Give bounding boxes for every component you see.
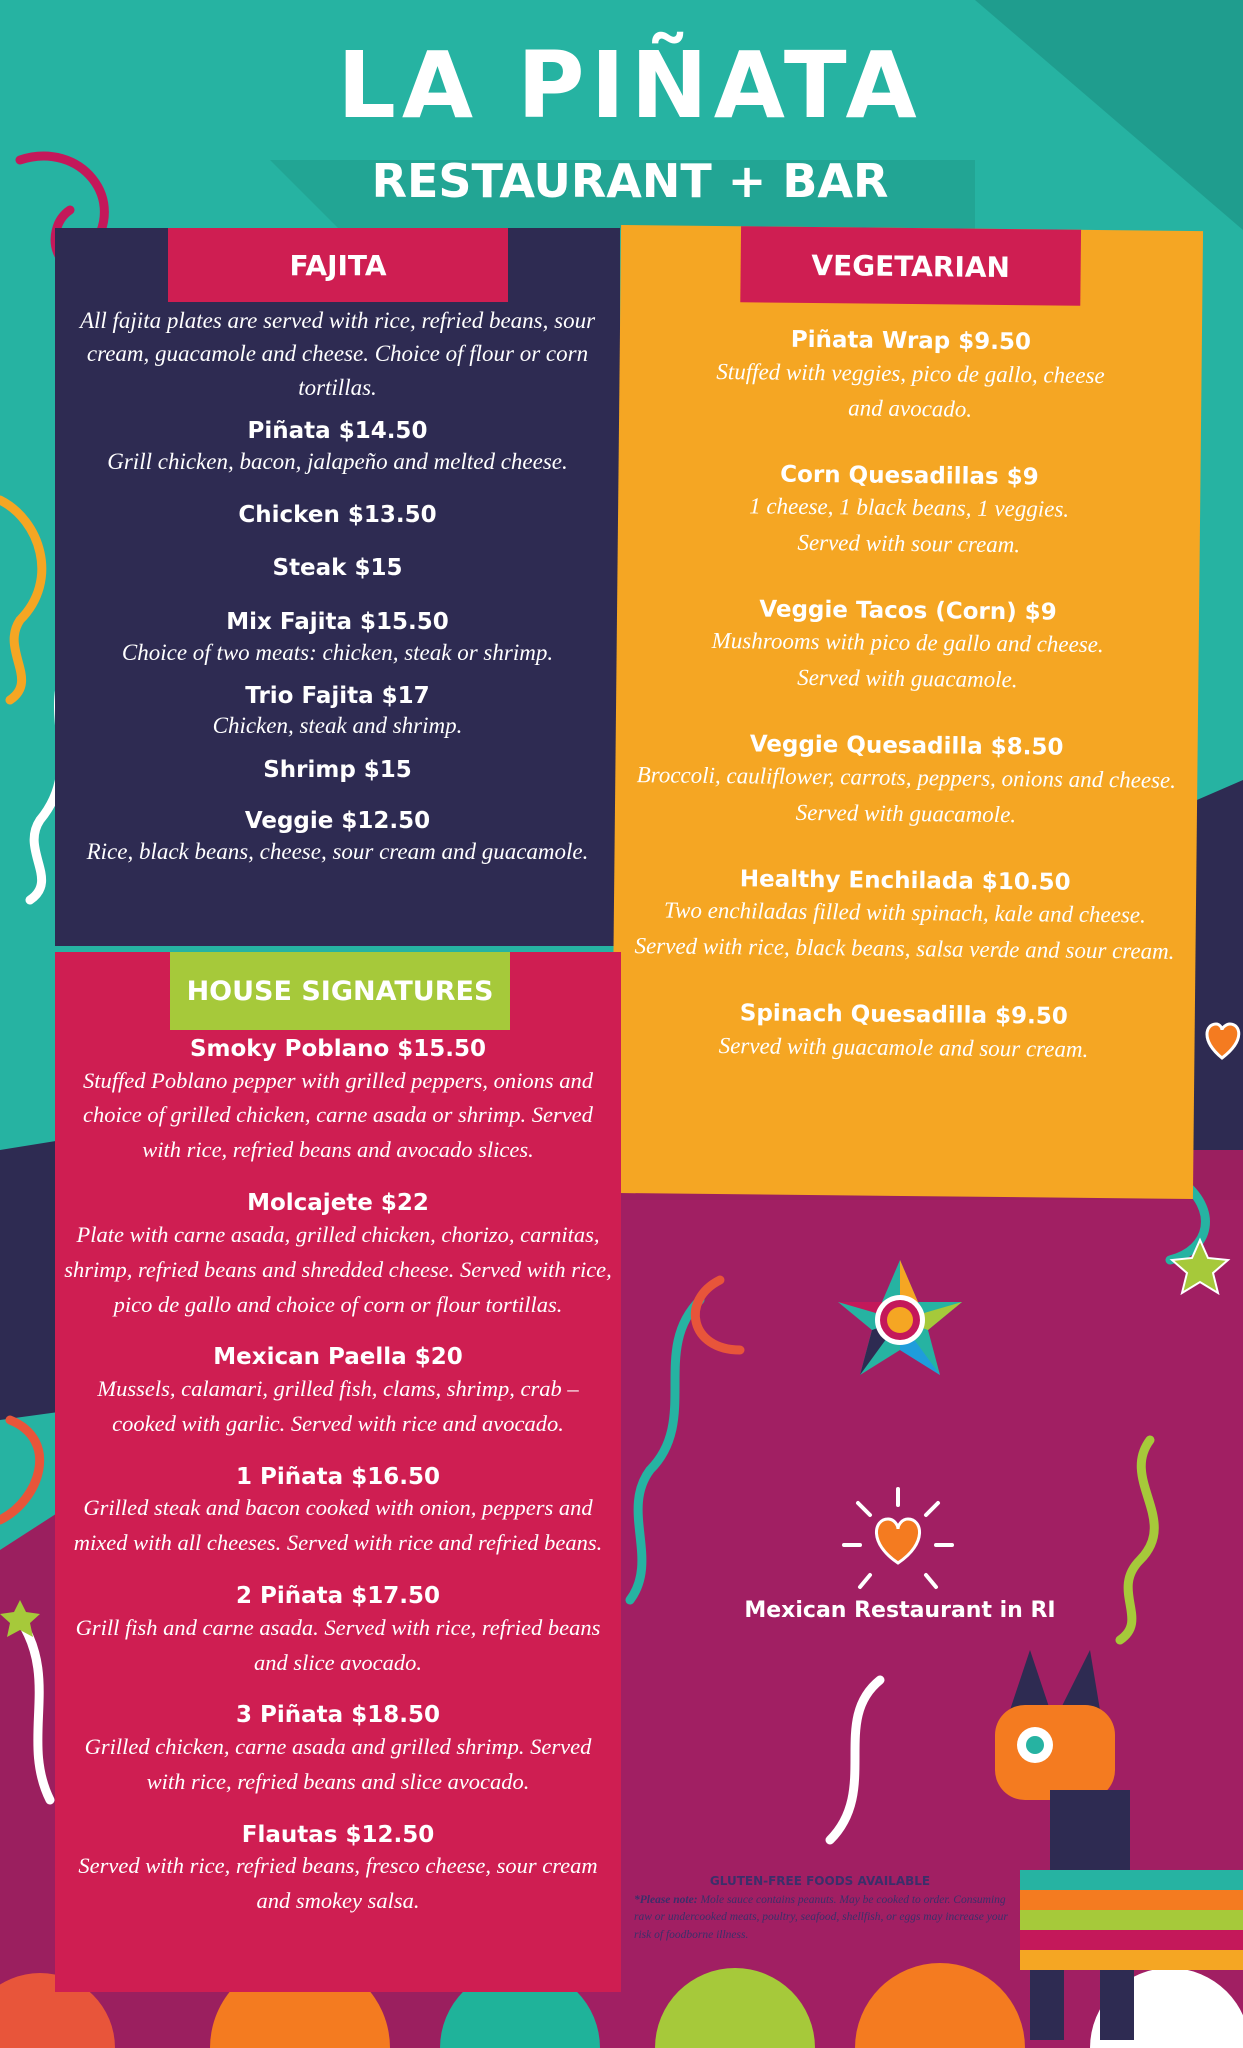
item-desc: Mushrooms with pico de gallo and cheese. Served with guacamole. (711, 628, 1104, 693)
item-desc: Mussels, calamari, grilled fish, clams, shrimp, crab – cooked with garlic. Served with rice and avocado. (97, 1376, 579, 1436)
item-name: Chicken $13.50 (238, 501, 437, 528)
item-name: Mix Fajita $15.50 (226, 609, 449, 635)
item-name: Piñata $14.50 (247, 418, 428, 445)
menu-item (63, 1464, 613, 1561)
house-signatures-heading: HOUSE SIGNATURES (170, 952, 510, 1030)
item-desc: Grill chicken, bacon, jalapeño and melted cheese. (107, 448, 568, 474)
item-name: Veggie Quesadilla $8.50 (749, 730, 1064, 761)
item-name: Healthy Enchilada $10.50 (739, 865, 1071, 896)
item-desc: Choice of two meats: chicken, steak or shrimp. (121, 639, 554, 665)
menu-item (63, 1344, 613, 1441)
item-name: 3 Piñata $18.50 (236, 1702, 440, 1729)
item-name: Veggie Tacos (Corn) $9 (759, 596, 1057, 626)
menu-item (638, 460, 1181, 565)
house-signatures-items (63, 1036, 613, 1941)
menu-item (63, 1583, 613, 1680)
menu-item (65, 555, 610, 583)
item-name: Veggie $12.50 (244, 808, 431, 835)
item-name: Spinach Quesadilla $9.50 (739, 1000, 1068, 1031)
vegetarian-heading: VEGETARIAN (740, 226, 1081, 306)
restaurant-subtitle: RESTAURANT + BAR (371, 154, 889, 208)
item-desc: Two enchiladas filled with spinach, kale and cheese. Served with rice, black beans, salsa verde and sour cream. (634, 897, 1175, 964)
restaurant-title: LA PIÑATA (337, 32, 923, 139)
item-name: Smoky Poblano $15.50 (189, 1036, 487, 1062)
fajita-section (55, 228, 620, 946)
menu-item (65, 808, 610, 868)
vegetarian-items (632, 325, 1182, 1104)
note-text: Mole sauce contains peanuts. May be cooked to order. Consuming raw or undercooked meats, poultry, seafood, shellfish, or eggs may increase your risk of foodborne illness. (634, 1894, 1008, 1941)
item-desc: Broccoli, cauliflower, carrots, peppers, onions and cheese. Served with guacamole. (636, 762, 1177, 828)
item-desc: Grilled steak and bacon cooked with onion, peppers and mixed with all cheeses. Served with rice and refried beans. (73, 1495, 603, 1556)
item-name: Piñata Wrap $9.50 (790, 326, 1032, 356)
item-name: Molcajete $22 (247, 1190, 429, 1217)
item-desc: Stuffed with veggies, pico de gallo, cheese and avocado. (716, 358, 1105, 422)
item-desc: Plate with carne asada, grilled chicken, chorizo, carnitas, shrimp, refried beans and shredded cheese. Served with rice, pico de gallo and choice of corn or flour tortillas. (64, 1221, 612, 1317)
menu-item (65, 757, 610, 785)
menu-item (65, 609, 610, 669)
item-desc: Grill fish and carne asada. Served with rice, refried beans and slice avocado. (75, 1614, 601, 1675)
item-name: Corn Quesadillas $9 (780, 461, 1039, 491)
note-label: *Please note: (634, 1894, 698, 1906)
item-name: 1 Piñata $16.50 (236, 1463, 440, 1490)
allergy-note (634, 1892, 1014, 1944)
menu-item (65, 502, 610, 530)
menu-item (63, 1822, 613, 1919)
item-desc: Served with rice, refried beans, fresco cheese, sour cream and smokey salsa. (78, 1853, 598, 1914)
item-desc: Chicken, steak and shrimp. (212, 713, 463, 739)
item-desc: Grilled chicken, carne asada and grilled shrimp. Served with rice, refried beans and slice avocado. (84, 1734, 592, 1794)
tagline: Mexican Restaurant in RI (744, 1598, 1056, 1623)
menu-item (65, 418, 610, 478)
item-name: 2 Piñata $17.50 (236, 1583, 440, 1610)
item-name: Flautas $12.50 (241, 1821, 435, 1848)
menu-item (636, 595, 1179, 700)
vegetarian-section (611, 225, 1203, 1199)
menu-item (63, 1190, 613, 1322)
gluten-free-title: GLUTEN-FREE FOODS AVAILABLE (709, 1874, 931, 1888)
fajita-heading: FAJITA (168, 228, 508, 302)
item-desc: 1 cheese, 1 black beans, 1 veggies. Served with sour cream. (749, 493, 1070, 558)
fajita-items (65, 302, 610, 868)
item-desc: Rice, black beans, cheese, sour cream and guacamole. (86, 838, 589, 864)
item-name: Steak $15 (272, 555, 403, 582)
menu-item (63, 1036, 613, 1168)
fajita-intro: All fajita plates are served with rice, refried beans, sour cream, guacamole and cheese. Choice of flour or corn tortillas. (79, 308, 596, 400)
item-desc: Served with guacamole and sour cream. (718, 1033, 1089, 1062)
house-signatures-section (55, 952, 621, 1992)
menu-item (639, 325, 1182, 430)
menu-item (633, 865, 1176, 970)
item-desc: Stuffed Poblano pepper with grilled peppers, onions and choice of grilled chicken, carne asada or shrimp. Served with rice, refried beans and avocado slices. (83, 1067, 593, 1163)
menu-item (635, 730, 1178, 835)
item-name: Shrimp $15 (263, 756, 412, 783)
item-name: Trio Fajita $17 (245, 682, 430, 709)
menu-item (63, 1702, 613, 1799)
item-name: Mexican Paella $20 (213, 1344, 463, 1371)
menu-item (65, 683, 610, 743)
menu-item (632, 1000, 1175, 1069)
